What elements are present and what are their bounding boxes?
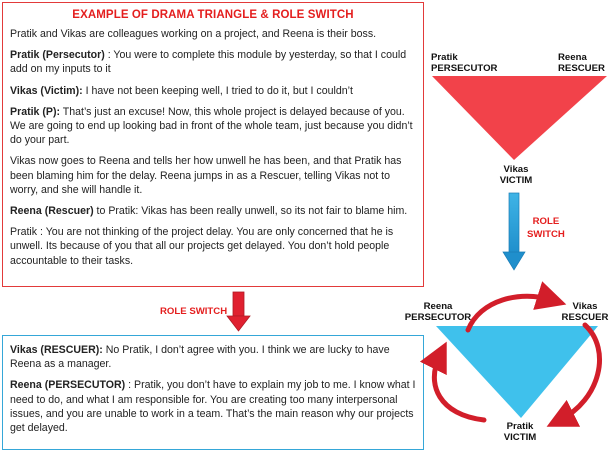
vertex-role: PERSECUTOR xyxy=(431,63,498,74)
left-switch-arrow xyxy=(227,292,250,331)
vertex-name: Pratik xyxy=(506,421,534,432)
role-switch-right-label xyxy=(527,215,565,241)
line-text: No Pratik, I don’t agree with you. I think we are lucky to have Reena as a manager. xyxy=(10,344,390,371)
right-switch-arrow xyxy=(503,193,525,270)
speaker: Vikas (RESCUER): xyxy=(10,344,103,356)
speaker: Vikas (Victim): xyxy=(10,84,83,97)
vertex-name: Reena xyxy=(558,52,587,63)
vertex-role: RESCUER xyxy=(558,63,605,74)
vertex-role: VICTIM xyxy=(499,175,533,186)
vertex-label-right xyxy=(560,301,610,323)
line-text: That’s just an excuse! Now, this whole project is delayed because of you. We are going to end up looking bad in front of the whole team, just because you didn’t do your part. xyxy=(10,105,413,147)
vertex-role: VICTIM xyxy=(503,432,537,443)
role-switch-label: ROLE SWITCH xyxy=(160,306,228,317)
speaker: Reena (Rescuer) xyxy=(10,205,94,218)
pratik-final-text: Pratik : You are not thinking of the project delay. You are only concerned that he is unwell. Its because of you that all our projects get delayed. You don’t hold people accountable to their tasks. xyxy=(10,226,394,267)
line-text: : You were to complete this module by yesterday, so that I could add on my inputs to it xyxy=(10,49,407,76)
line-text: : Pratik, you don’t have to explain my job to me. I know what I need to do, and what I am responsible for. You are creating too many interpersonal issues, and you are unable to work in a team. That’s the main reason why our projects get delayed. xyxy=(10,379,416,435)
vertex-label-right xyxy=(558,52,605,74)
narration-text: Vikas now goes to Reena and tells her how unwell he has been, and that Pratik has been blaming him for the delay. Reena jumps in as a Rescuer, telling Vikas not to worry, and she will handle it. xyxy=(10,155,402,196)
curved-arrow-icon xyxy=(468,296,552,330)
vertex-role: PERSECUTOR xyxy=(404,312,472,323)
vertex-name: Reena xyxy=(423,301,453,312)
panel-title: EXAMPLE OF DRAMA TRIANGLE & ROLE SWITCH xyxy=(72,9,354,21)
vertex-name: Vikas xyxy=(572,301,598,312)
speaker: Reena (PERSECUTOR) xyxy=(10,379,126,392)
intro-text: Pratik and Vikas are colleagues working on a project, and Reena is their boss. xyxy=(10,28,377,40)
role-switch-line: SWITCH xyxy=(527,229,565,240)
line-text: to Pratik: Vikas has been really unwell, so its not fair to blame him. xyxy=(93,205,408,218)
speaker: Pratik (P): xyxy=(10,105,61,118)
role-switch-line: ROLE xyxy=(532,216,560,227)
vertex-label-left xyxy=(431,52,497,74)
vertex-role: RESCUER xyxy=(561,312,609,323)
drama-triangle-original xyxy=(432,76,607,160)
line-text: I have not been keeping well, I tried to do it, but I couldn’t xyxy=(82,84,353,97)
vertex-label-bottom xyxy=(500,421,540,443)
vertex-label-bottom xyxy=(496,164,536,186)
vertex-name: Vikas xyxy=(503,164,529,175)
speaker: Pratik (Persecutor) xyxy=(10,49,105,62)
vertex-name: Pratik xyxy=(431,52,458,63)
drama-triangle-switched xyxy=(436,326,598,418)
vertex-label-left xyxy=(403,301,473,323)
